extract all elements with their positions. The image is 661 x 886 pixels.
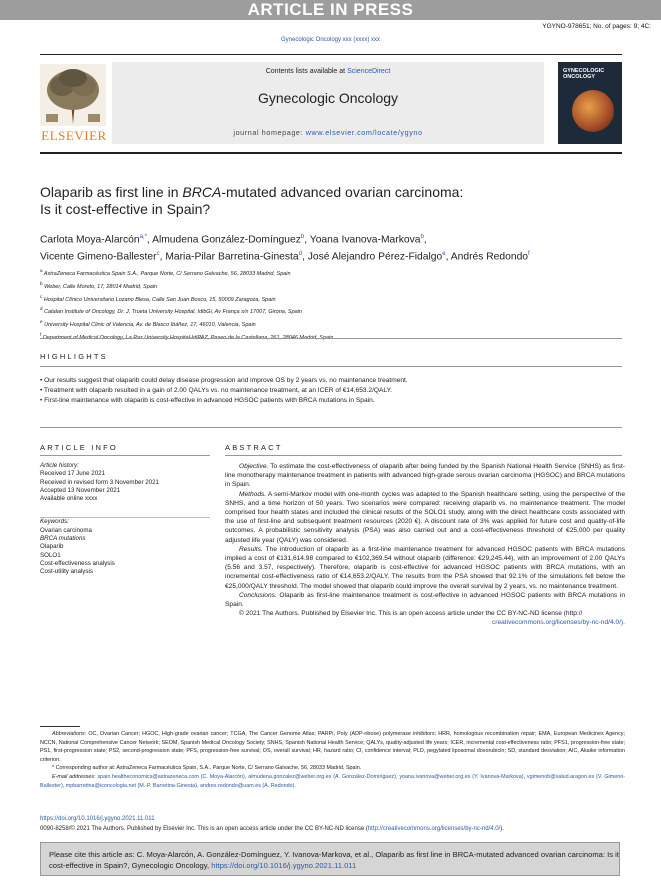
history-item: Accepted 13 November 2021 [40,486,121,494]
highlight-item: • First-line maintenance with olaparib is cost-effective in advanced HGSOC patients with BRCA mutations in Spain. [40,397,375,404]
citation-box [40,842,620,876]
affiliation-text: Weber, Calle Moreto, 17, 28014 Madrid, Spain [44,283,158,290]
section-rule [40,427,622,428]
journal-cover-image [558,62,622,144]
conclusions-text: Olaparib as first-line maintenance treatment is cost-effective in advanced HGSOC patients with BRCA mutations in Spain. [225,591,625,609]
author-affil[interactable]: b [300,234,305,240]
citation-text: Please cite this article as: C. Moya-Alarcón, A. González-Domínguez, Y. Ivanova-Markova, et al., Olaparib as first line in BRCA-mutated advanced ovarian carcinoma: Is it cost-effective in Spain?, Gynecologic Oncology, [49,850,619,870]
methods-label: Methods. [239,490,267,498]
abbreviations-label: Abbreviations: [52,731,87,737]
author-affil[interactable]: b [420,234,424,240]
history-item: Received in revised form 3 November 2021 [40,478,159,486]
affiliation-item [40,304,630,317]
abstract-objective [225,462,625,490]
keyword-item: Cost-effectiveness analysis [40,559,115,567]
header-bottom-rule [40,152,622,154]
article-info-divider [40,517,210,518]
header-top-rule [40,54,622,55]
license-link[interactable]: creativecommons.org/licenses/by-nc-nd/4.0/). [491,619,625,627]
affiliation-key: a [40,268,43,273]
keyword-item: SOLO1 [40,551,61,559]
affiliation-key: e [40,319,43,325]
abstract-heading: ABSTRACT [225,443,283,452]
email-note [40,773,625,790]
abbreviations-text: OC, Ovarian Cancer; HGOC, High-grade ovarian cancer; TCGA, The Cancer Genome Atlas; PARPi, Poly (ADP-ribose) polymerase inhibitors; HRR, homologous recombination repair; EMA, European Medicines Agency; NCCN, National Comprehensive Cancer Network; SEOM, Spanish Medical Oncology Society; SNHS, Spanish National Health Service; QALYs, quality-adjusted life years; ICER, incremental cost-effectiveness ratio; PFS1, progression-free state; PS1, first-progression state; PS2, second-progression state; PFS, progression-free survival; OS, overall survival; HR, hazard ratio; CI, confidence interval; PLD, pegylated liposomal doxorubicin; SD, standard desviation; AIC, Akaike information criterion. [40,731,626,763]
highlights-heading: HIGHLIGHTS [40,352,108,361]
abstract-body [225,462,625,628]
keyword-item: Olaparib [40,543,64,551]
history-item: Received 17 June 2021 [40,470,106,478]
author-list: Carlota Moya-Alarcón$^{a,*}$, Almudena González-Domínguez$^b$, Yoana Ivanova-Markova$^b$, Vicente Gimeno-Ballester$^c$, Maria-Pilar Barretina-Ginesta$^d$, José Alejandro Pérez-Fidalgo$^e$, Andrés Redondo$^f$ [40,234,530,263]
author-affil[interactable]: d [298,251,302,258]
title-part: -mutated advanced ovarian carcinoma: [221,184,464,200]
objective-label: Objective. [239,463,269,470]
abstract-rule [225,455,622,456]
citation-doi-link[interactable]: https://doi.org/10.1016/j.ygyno.2021.11.011 [211,861,357,870]
author-affil[interactable]: a,* [139,234,147,240]
abstract-conclusions [225,591,625,609]
author-affil[interactable]: e [442,251,446,258]
methods-text: A semi-Markov model with one-month cycles was adapted to the Spanish healthcare setting, using the perspective of the SNHS, and a time horizon of 50 years. Two scenarios were compared: receiving olaparib vs. no maintenance treatment. The model comprised four health states and included the clinical results of the SOLO1 study, along with the direct healthcare costs associated with the use of first-line and subsequent treatment resources (2020 €). A discount rate of 3% was applied for future cost and quality-of-life outcomes. A probabilistic sensitivity analysis (PSA) was also carried out and a cost-effectiveness threshold of €25,000 per quality adjusted life year (QALY) was considered. [225,490,626,544]
author-name[interactable]: Maria-Pilar Barretina-Ginesta [165,251,299,263]
title-part-italic: BRCA [182,184,222,200]
keyword-item: Ovarian carcinoma [40,526,92,534]
keywords-label: Keywords: [40,518,69,526]
author-name[interactable]: José Alejandro Pérez-Fidalgo [307,251,443,263]
homepage-prefix: journal homepage: [233,128,304,137]
highlights-rule [40,366,622,367]
article-title [40,184,622,218]
section-rule [40,338,622,339]
article-info-rule [40,455,210,456]
affiliation-item [40,266,630,279]
cover-title: GYNECOLOGIC ONCOLOGY [563,68,605,80]
doi-link[interactable]: https://doi.org/10.1016/j.ygyno.2021.11.011 [40,816,155,822]
affiliation-text: Catalan Institute of Oncology, Dr. J. Trueta University Hospital, IdibGi, Av França s/n 17007, Girona, Spain [44,309,302,316]
footnotes [40,730,625,790]
abbreviations-note [40,730,625,764]
author-name[interactable]: Yoana Ivanova-Markova [309,234,421,246]
keyword-item: Cost-utility analysis [40,568,93,576]
journal-reference-link[interactable]: Gynecologic Oncology xxx (xxxx) xxx [280,37,381,43]
homepage-link[interactable]: www.elsevier.com/locate/ygyno [305,128,423,137]
license-text: © 2021 The Authors. Published by Elsevier Inc. This is an open access article under the CC BY-NC-ND license (http:// [239,610,583,618]
results-label: Results. [239,545,263,553]
affiliation-text: Hospital Clínico Universitario Lozano Blesa, Calle San Juan Bosco, 15, 50009 Zaragoza, Spain [43,296,276,303]
footnote-rule [40,726,80,727]
issn-line [40,826,504,832]
title-part: Olaparib as first line in [40,184,183,200]
affiliation-item [40,279,630,292]
journal-header-panel [112,62,544,144]
document-id: YGYNO-978651; No. of pages: 9; 4C: [542,23,651,30]
journal-title: Gynecologic Oncology [257,90,399,106]
affiliation-key: d [40,306,43,312]
keyword-item: BRCA mutations [40,535,86,543]
journal-homepage-line [112,128,544,137]
author-name[interactable]: Almudena González-Domínguez [152,234,301,246]
abstract-results [225,545,625,591]
author-affil[interactable]: c [156,251,160,258]
history-label: Article history: [40,462,79,469]
conclusions-label: Conclusions. [239,591,277,599]
affiliation-text: AstraZeneca Farmacéutica Spain S.A., Parque Norte, C/ Serrano Galvache, 56, 28033 Madrid, Spain [43,270,291,277]
corresponding-author-note: * Corresponding author at: AstraZeneca Farmacéutica Spain, S.A., Parque Norte, C/ Serrano Galvache, 56, 28033 Madrid, Spain. [52,765,362,772]
affiliation-item [40,330,630,343]
affiliation-key: f [40,332,42,338]
affiliation-item [40,292,630,305]
contents-list-line [112,68,544,75]
cover-artwork [572,90,614,132]
sciencedirect-link[interactable]: ScienceDirect [347,68,391,75]
article-in-press-banner: ARTICLE IN PRESS [0,0,661,20]
results-text: The introduction of olaparib as a first-line maintenance treatment for advanced HGSOC patients with BRCA mutations implied a cost of €131,614.98 compared to €102,369.54 without olaparib (difference: €29,245.44), with an improvement of 2.00 QALYs (5.56 and 3.57, respectively). Therefore, olaparib is cost-effective for advanced HGSOC patients with BRCA mutations, with an incremental cost-effectiveness ratio of €14,653.2/QALY. The results from the PSA showed that 92.1% of the simulations fell below the €25,000/QALY threshold. The model showed that olaparib could improve the overall survival by 2 years, vs. no maintenance treatment. [225,545,626,590]
issn-license-link[interactable]: http://creativecommons.org/licenses/by-nc-nd/4.0/ [367,826,501,832]
author-name[interactable]: Carlota Moya-Alarcón [40,234,140,246]
article-info-panel [40,462,212,577]
affiliation-text: University Hospital Clinic of Valencia, Av. de Blasco Ibáñez, 17, 46010, Valencia, Spain [44,322,256,329]
affiliation-list [40,266,630,343]
highlight-item: • Treatment with olaparib resulted in a gain of 2.00 QALYs vs. no maintenance treatment, at an ICER of €14,653.2/QALY. [40,387,392,394]
article-info-heading: ARTICLE INFO [40,443,118,452]
history-item: Available online xxxx [40,495,98,503]
email-label: E-mail addresses: [52,773,96,780]
author-name[interactable]: Andrés Redondo [450,251,529,263]
publisher-name: ELSEVIER [41,128,107,143]
highlight-item: • Our results suggest that olaparib could delay disease progression and improve OS by 2 years vs. no maintenance treatment. [40,377,408,384]
issn-end: ). [500,826,504,832]
affiliation-key: c [40,293,43,299]
author-affil[interactable]: f [528,251,530,258]
title-line-2: Is it cost-effective in Spain? [40,201,211,217]
contents-prefix: Contents lists available at [265,68,346,75]
highlights-list [40,376,622,406]
issn-text: 0090-8258/© 2021 The Authors. Published by Elsevier Inc. This is an open access article under the CC BY-NC-ND license ( [40,826,368,832]
objective-text: To estimate the cost-effectiveness of olaparib after being funded by the Spanish National Health Service (SNHS) as first-line monotherapy maintenance treatment in patients with advanced high-grade serous ovarian carcinoma (HGSOC) and BRCA mutations in Spain. [225,463,625,489]
email-addresses[interactable]: spain.healtheconomics@astrazeneca.com (C. Moya-Alarcón), almudena.gonzalez@weber.org.es (A. González-Domínguez), yoana.ivanova@weber.org.es (Y. Ivanova-Markova), vgimenob@salud.aragon.es (V. Gimeno-Ballester), mpbarretina@iconcologia.net (M.-P. Barretina-Ginesta), andres.redondo@uam.es (A. Redondo). [40,773,625,789]
abstract-license [225,609,625,618]
abstract-methods [225,490,625,545]
affiliation-item [40,317,630,330]
affiliation-key: b [40,280,43,286]
author-name[interactable]: Vicente Gimeno-Ballester [40,251,157,263]
